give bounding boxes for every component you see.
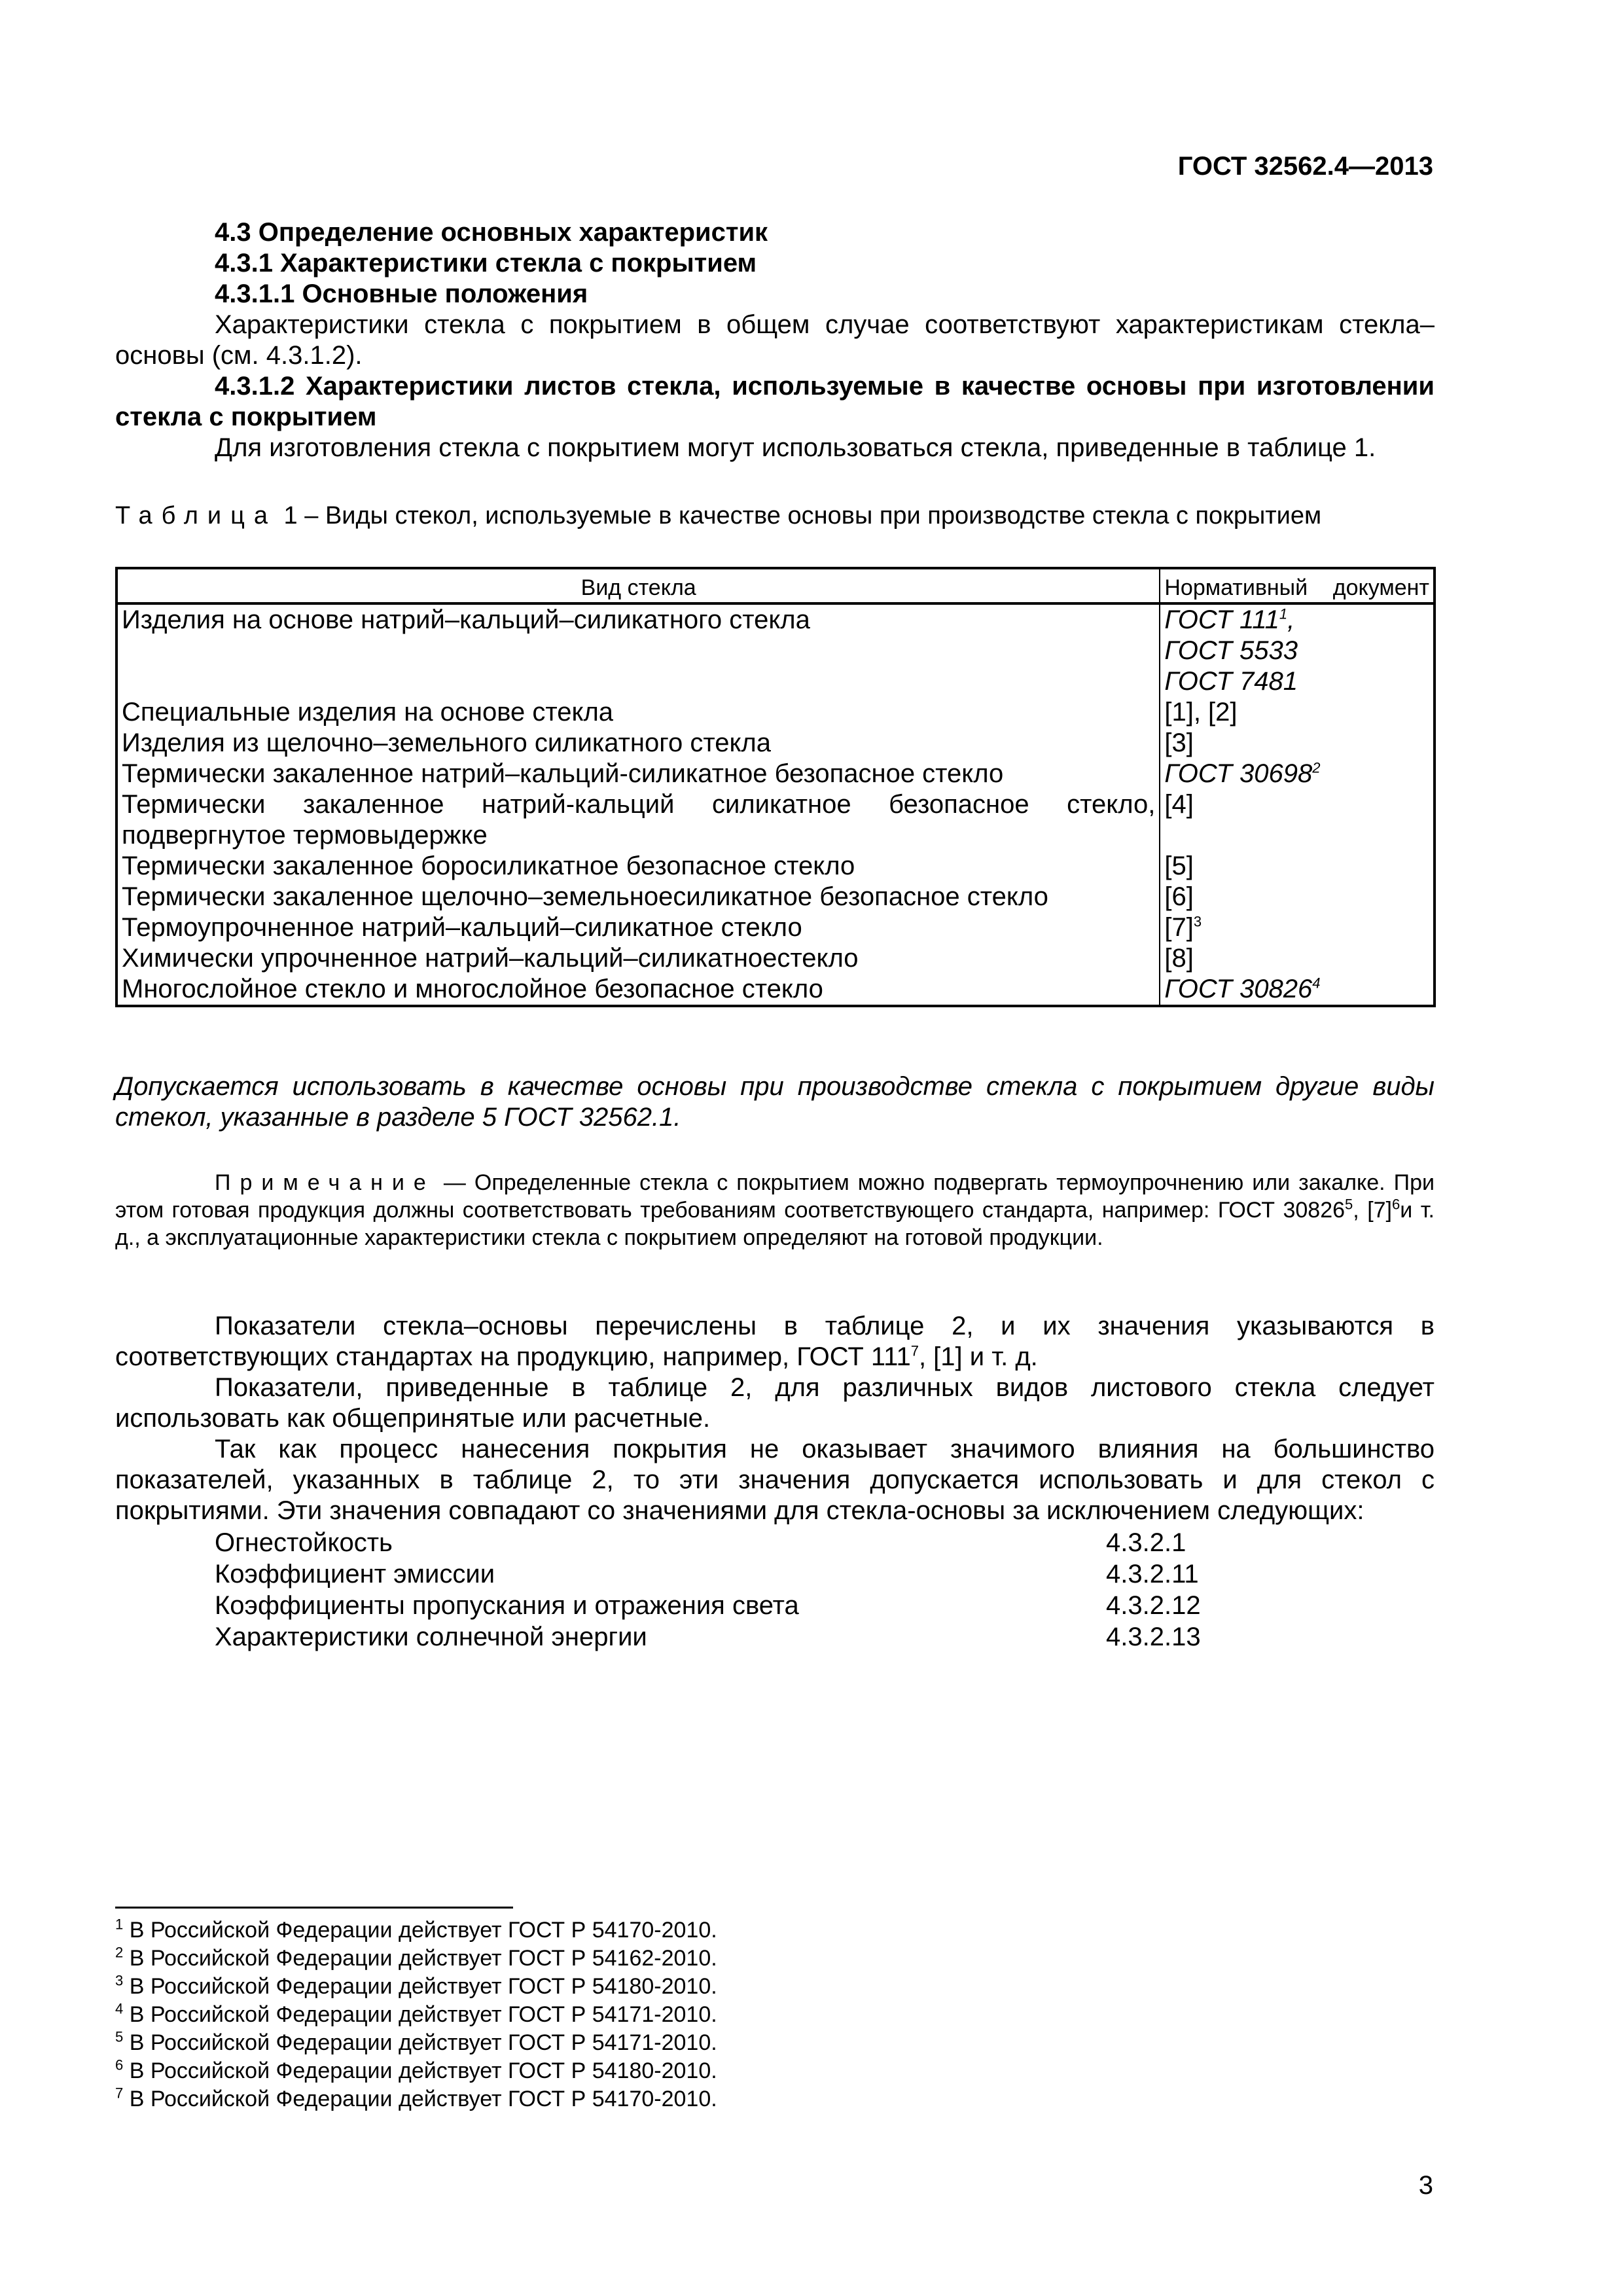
paragraph-glass-types-intro: Для изготовления стекла с покрытием могут использоваться стекла, приведенные в таблице 1.: [215, 433, 1376, 462]
normative-document-cell: [1160, 603, 1435, 636]
exception-section-ref: 4.3.2.12: [1106, 1591, 1201, 1620]
glass-type-cell: Специальные изделия на основе стекла: [116, 697, 1160, 728]
normative-document-text: ГОСТ 7481: [1164, 667, 1298, 696]
footnote-item: [115, 2029, 717, 2057]
column-header-glass-type: Вид стекла: [116, 568, 1160, 603]
normative-document-cell: [1160, 882, 1435, 912]
footnote-ref: 2: [1312, 759, 1321, 776]
footnote-item: [115, 2085, 717, 2113]
table-row: [116, 851, 1435, 882]
exception-section-ref: 4.3.2.11: [1106, 1560, 1199, 1588]
footnote-item: [115, 2001, 717, 2029]
note-block: [115, 1169, 1435, 1251]
table-row: [116, 728, 1435, 759]
paragraph-base-glass-indicators: [115, 1311, 1435, 1372]
footnote-item: [115, 1973, 717, 2001]
table-header-row: [116, 568, 1435, 603]
exception-label: Огнестойкость: [215, 1528, 393, 1557]
column-header-normative-document: Нормативный документ: [1160, 568, 1435, 603]
glass-type-cell: Многослойное стекло и многослойное безопасное стекло: [116, 974, 1160, 1006]
normative-document-cell: [1160, 636, 1435, 666]
footnote-text: В Российской Федерации действует ГОСТ Р 54171-2010.: [123, 2002, 717, 2027]
footnote-ref: 1: [1279, 605, 1288, 622]
note-footnote-ref-6: 6: [1392, 1196, 1400, 1213]
page-number: 3: [1418, 2171, 1433, 2200]
footnote-number: 3: [115, 1972, 124, 1989]
section-heading-4-3-1-2: 4.3.1.2 Характеристики листов стекла, используемые в качестве основы при изготовлении стекла с покрытием: [115, 372, 1435, 431]
glass-type-cell: [116, 636, 1160, 666]
normative-document-suffix: ,: [1287, 605, 1295, 634]
document-code-header: ГОСТ 32562.4—2013: [1177, 152, 1433, 181]
footnote-text: В Российской Федерации действует ГОСТ Р 54170-2010.: [123, 2087, 717, 2111]
normative-document-text: [7]: [1164, 913, 1194, 942]
footnote-text: В Российской Федерации действует ГОСТ Р 54180-2010.: [123, 2058, 717, 2083]
table-caption-text: 1 – Виды стекол, используемые в качестве основы при производстве стекла с покрытием: [277, 502, 1322, 529]
para3-text-part1: Показатели стекла–основы перечислены в таблице 2, и их значения указываются в соответствующих стандартах на продукцию, например, ГОСТ 111: [115, 1312, 1435, 1371]
para3-text-part2: , [1] и т. д.: [918, 1342, 1038, 1371]
exception-item: [215, 1527, 1201, 1558]
footnote-ref: 3: [1193, 913, 1202, 930]
paragraph-coating-influence: Так как процесс нанесения покрытия не оказывает значимого влияния на большинство показателей, указанных в таблице 2, то эти значения допускается использовать и для стекол с покрытиями. Эти значения совпадают со значениями для стекла-основы за исключением следующих:: [115, 1435, 1435, 1525]
footnote-ref: 4: [1312, 975, 1321, 992]
table-row: [116, 789, 1435, 851]
footnote-number: 7: [115, 2085, 124, 2102]
glass-type-cell: Химически упрочненное натрий–кальций–силикатноестекло: [116, 943, 1160, 974]
table-caption: [115, 501, 1321, 531]
footnote-item: [115, 1916, 717, 1945]
normative-document-text: [4]: [1164, 790, 1194, 819]
note-text-part3: и т. д., а эксплуатационные характеристики стекла с покрытием определяют на готовой продукции.: [115, 1198, 1435, 1250]
table-row: [116, 759, 1435, 789]
exception-label: Характеристики солнечной энергии: [215, 1623, 647, 1651]
footnote-number: 1: [115, 1916, 124, 1933]
normative-document-cell: [1160, 851, 1435, 882]
note-text-part1: — Определенные стекла с покрытием можно подвергать термоупрочнению или закалке. При этом готовая продукция должны соответствовать требованиям соответствующего стандарта, например: ГОСТ 30826: [115, 1170, 1435, 1223]
note-footnote-ref-5: 5: [1345, 1196, 1353, 1213]
footnote-text: В Российской Федерации действует ГОСТ Р 54170-2010.: [123, 1918, 717, 1943]
exception-label: Коэффициенты пропускания и отражения света: [215, 1591, 799, 1620]
exception-item: [215, 1558, 1201, 1590]
normative-document-text: [1], [2]: [1164, 698, 1238, 726]
footnote-number: 5: [115, 2028, 124, 2045]
section-heading-4-3-1: 4.3.1 Характеристики стекла с покрытием: [215, 249, 757, 278]
footnotes: [115, 1916, 717, 2113]
normative-document-text: ГОСТ 5533: [1164, 636, 1298, 665]
section-heading-4-3: 4.3 Определение основных характеристик: [215, 218, 768, 247]
normative-document-cell: [1160, 943, 1435, 974]
normative-document-text: [6]: [1164, 882, 1194, 911]
footnote-text: В Российской Федерации действует ГОСТ Р 54180-2010.: [123, 1974, 717, 1999]
exceptions-list: [215, 1527, 1201, 1653]
paragraph-basic-provisions: Характеристики стекла с покрытием в общем случае соответствуют характеристикам стекла–основы (см. 4.3.1.2).: [115, 310, 1435, 370]
exception-item: [215, 1621, 1201, 1653]
normative-document-cell: [1160, 666, 1435, 697]
footnote-item: [115, 1945, 717, 1973]
glass-type-cell: Термоупрочненное натрий–кальций–силикатное стекло: [116, 912, 1160, 943]
normative-document-cell: [1160, 789, 1435, 851]
footnote-number: 6: [115, 2056, 124, 2073]
section-heading-4-3-1-1: 4.3.1.1 Основные положения: [215, 279, 588, 308]
note-text-part2: , [7]: [1353, 1198, 1392, 1223]
glass-type-cell: Термически закаленное щелочно–земельноесиликатное безопасное стекло: [116, 882, 1160, 912]
exception-item: [215, 1590, 1201, 1621]
footnote-item: [115, 2057, 717, 2085]
normative-document-text: ГОСТ 111: [1164, 605, 1279, 634]
exception-section-ref: 4.3.2.13: [1106, 1623, 1201, 1651]
note-label: Примечание: [215, 1170, 435, 1195]
glass-types-table: [115, 567, 1436, 1007]
footnote-text: В Российской Федерации действует ГОСТ Р 54171-2010.: [123, 2030, 717, 2055]
paragraph-indicators-usage: Показатели, приведенные в таблице 2, для различных видов листового стекла следует использовать как общепринятые или расчетные.: [115, 1373, 1435, 1433]
normative-document-cell: [1160, 759, 1435, 789]
glass-type-cell: Термически закаленное натрий–кальций-силикатное безопасное стекло: [116, 759, 1160, 789]
para3-footnote-ref-7: 7: [910, 1342, 919, 1359]
table-row: [116, 603, 1435, 636]
glass-type-cell: [116, 666, 1160, 697]
footnote-number: 2: [115, 1944, 124, 1961]
footnote-text: В Российской Федерации действует ГОСТ Р 54162-2010.: [123, 1946, 717, 1971]
paragraph-allowed-other-glasses: Допускается использовать в качестве основы при производстве стекла с покрытием другие виды стекол, указанные в разделе 5 ГОСТ 32562.1.: [115, 1072, 1435, 1132]
table-row: [116, 666, 1435, 697]
table-row: [116, 882, 1435, 912]
normative-document-cell: [1160, 912, 1435, 943]
normative-document-cell: [1160, 974, 1435, 1006]
normative-document-cell: [1160, 728, 1435, 759]
table-row: [116, 912, 1435, 943]
table-row: [116, 636, 1435, 666]
normative-document-text: [3]: [1164, 728, 1194, 757]
table-row: [116, 697, 1435, 728]
normative-document-text: [5]: [1164, 852, 1194, 880]
glass-type-cell: Изделия на основе натрий–кальций–силикатного стекла: [116, 603, 1160, 636]
normative-document-text: ГОСТ 30698: [1164, 759, 1313, 788]
footnote-separator: [115, 1907, 513, 1909]
table-row: [116, 943, 1435, 974]
normative-document-text: ГОСТ 30826: [1164, 975, 1313, 1003]
table-caption-label: Таблица: [115, 502, 277, 529]
exception-section-ref: 4.3.2.1: [1106, 1528, 1186, 1557]
glass-type-cell: Термически закаленное боросиликатное безопасное стекло: [116, 851, 1160, 882]
footnote-number: 4: [115, 2000, 124, 2017]
normative-document-cell: [1160, 697, 1435, 728]
exception-label: Коэффициент эмиссии: [215, 1560, 495, 1588]
normative-document-text: [8]: [1164, 944, 1194, 973]
glass-type-cell: Изделия из щелочно–земельного силикатного стекла: [116, 728, 1160, 759]
glass-type-cell: Термически закаленное натрий-кальций силикатное безопасное стекло, подвергнутое термовыдержке: [116, 789, 1160, 851]
table-row: [116, 974, 1435, 1006]
